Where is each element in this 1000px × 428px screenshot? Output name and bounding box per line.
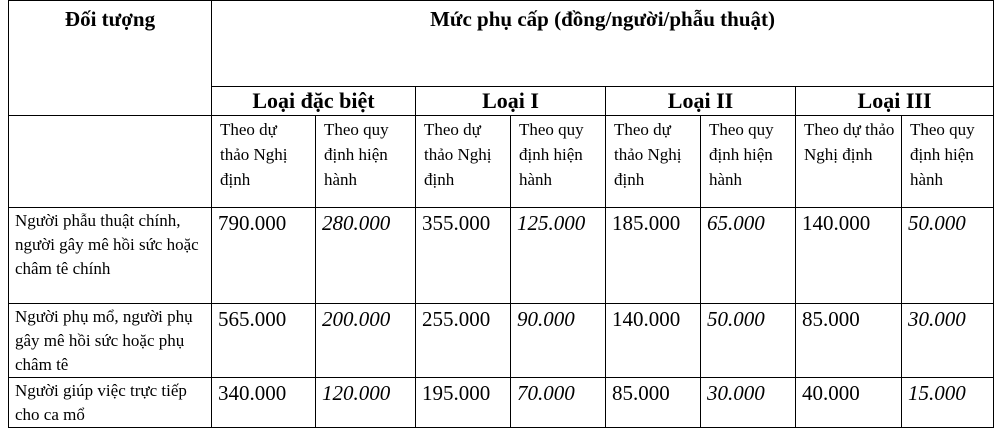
value-draft: 255.000 xyxy=(416,304,511,378)
subheader-current: Theo quy định hiện hành xyxy=(316,116,416,208)
rate-header-cell xyxy=(212,1,994,87)
value-draft: 140.000 xyxy=(606,304,701,378)
value-current: 30.000 xyxy=(902,304,994,378)
value-draft: 185.000 xyxy=(606,208,701,304)
value-current: 120.000 xyxy=(316,378,416,428)
value-draft: 40.000 xyxy=(796,378,902,428)
table-row xyxy=(9,208,994,304)
row-label: Người phụ mổ, người phụ gây mê hồi sức hoặc phụ châm tê xyxy=(9,304,212,378)
header-row xyxy=(9,1,994,87)
value-draft: 565.000 xyxy=(212,304,316,378)
value-draft: 140.000 xyxy=(796,208,902,304)
value-draft: 85.000 xyxy=(796,304,902,378)
value-current: 65.000 xyxy=(701,208,796,304)
value-current: 200.000 xyxy=(316,304,416,378)
subheader-current: Theo quy định hiện hành xyxy=(902,116,994,208)
subheader-current: Theo quy định hiện hành xyxy=(701,116,796,208)
empty-cell xyxy=(9,116,212,208)
category-header: Loại II xyxy=(606,87,796,116)
rate-header: Mức phụ cấp (đồng/người/phẫu thuật) xyxy=(430,7,775,31)
value-current: 125.000 xyxy=(511,208,606,304)
subject-header-cell xyxy=(9,1,212,116)
category-header: Loại đặc biệt xyxy=(212,87,416,116)
row-label: Người giúp việc trực tiếp cho ca mổ xyxy=(9,378,212,428)
category-header: Loại I xyxy=(416,87,606,116)
allowance-table xyxy=(8,0,994,428)
value-current: 15.000 xyxy=(902,378,994,428)
value-draft: 790.000 xyxy=(212,208,316,304)
category-header: Loại III xyxy=(796,87,994,116)
value-draft: 355.000 xyxy=(416,208,511,304)
table-row xyxy=(9,304,994,378)
value-draft: 340.000 xyxy=(212,378,316,428)
value-current: 30.000 xyxy=(701,378,796,428)
subheader-draft: Theo dự thảo Nghị định xyxy=(416,116,511,208)
value-draft: 85.000 xyxy=(606,378,701,428)
row-label: Người phẫu thuật chính, người gây mê hồi sức hoặc châm tê chính xyxy=(9,208,212,304)
subheader-row xyxy=(9,116,994,208)
subheader-draft: Theo dự thảo Nghị định xyxy=(212,116,316,208)
value-current: 280.000 xyxy=(316,208,416,304)
subheader-draft: Theo dự thảo Nghị định xyxy=(796,116,902,208)
table-row xyxy=(9,378,994,428)
subheader-draft: Theo dự thảo Nghị định xyxy=(606,116,701,208)
subheader-current: Theo quy định hiện hành xyxy=(511,116,606,208)
value-draft: 195.000 xyxy=(416,378,511,428)
value-current: 50.000 xyxy=(902,208,994,304)
subject-header: Đối tượng xyxy=(64,7,156,31)
value-current: 90.000 xyxy=(511,304,606,378)
value-current: 50.000 xyxy=(701,304,796,378)
value-current: 70.000 xyxy=(511,378,606,428)
